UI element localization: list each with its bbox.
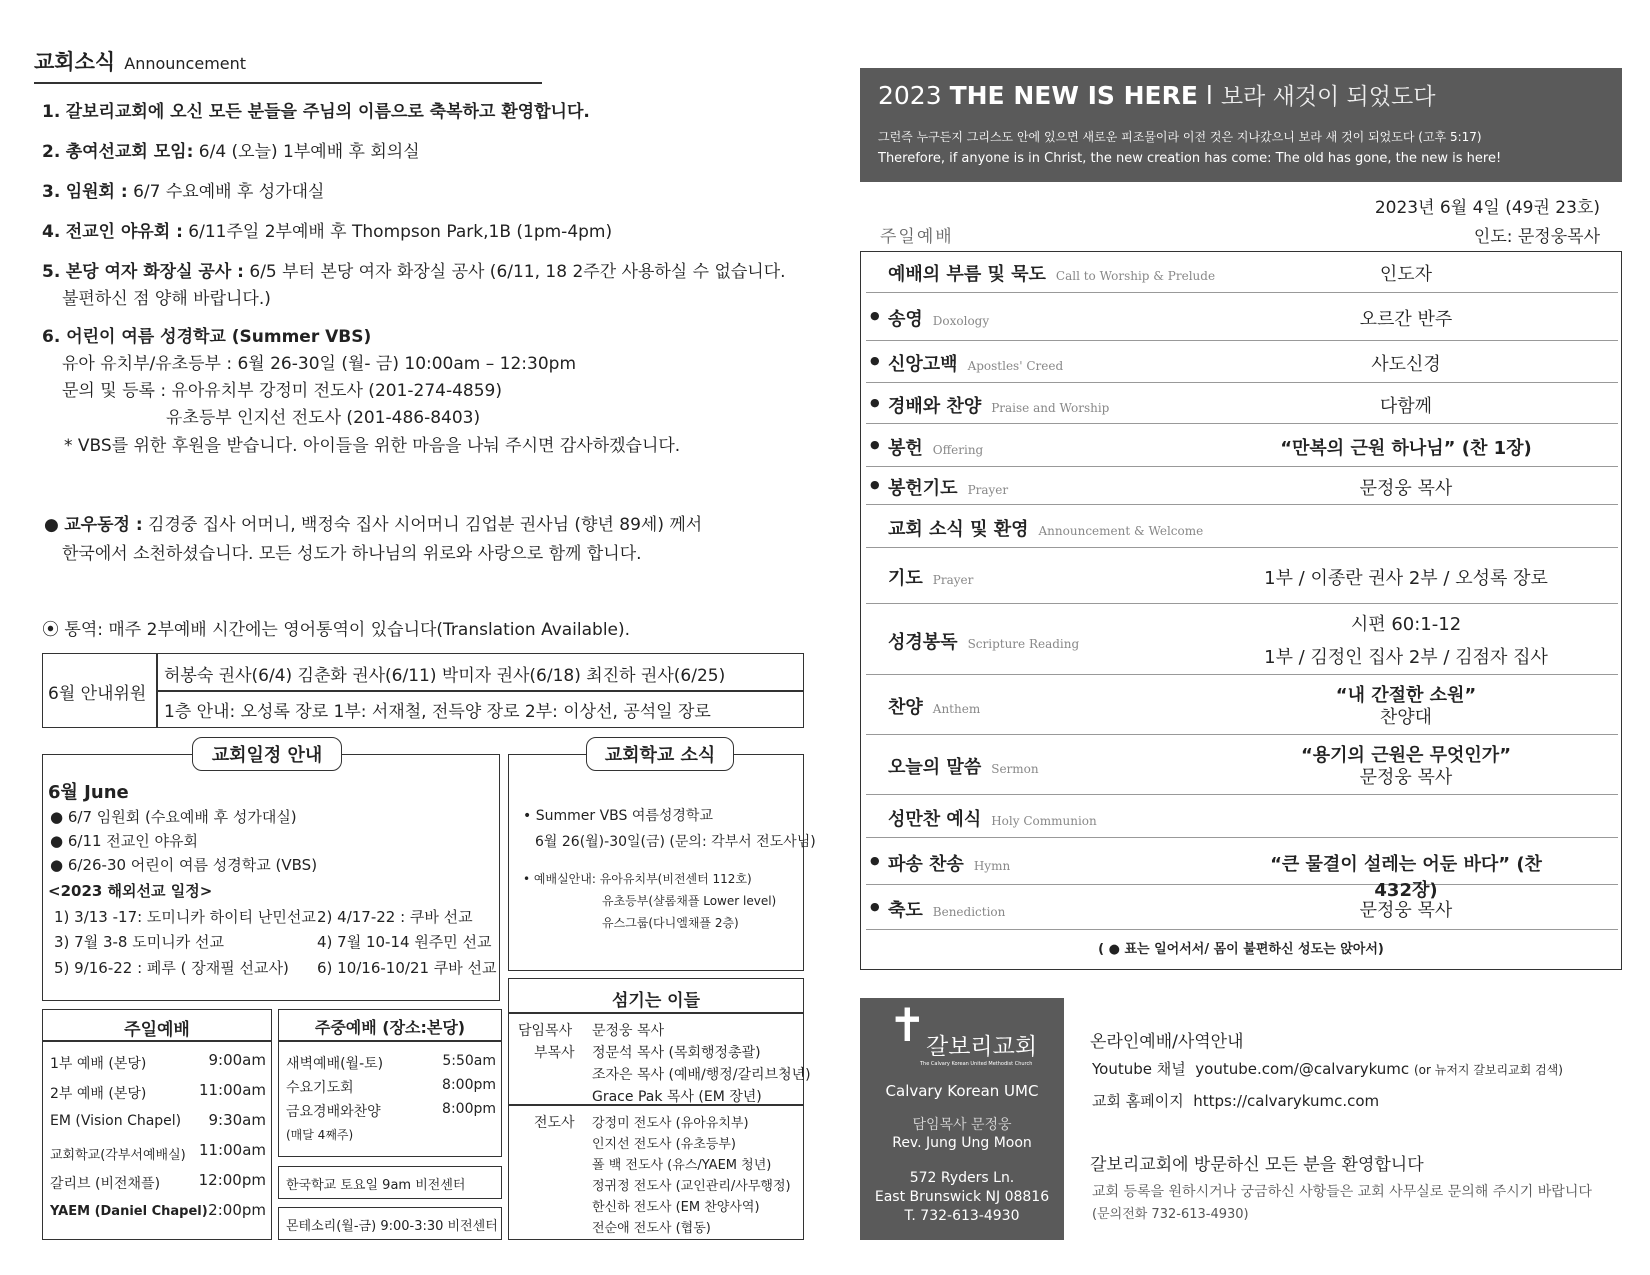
weekday-title-divider [278,1040,502,1042]
weekday-row-time: 5:50am [442,1053,496,1069]
vbs-line4: * VBS를 위한 후원을 받습니다. 아이들을 위한 마음을 나눠 주시면 감사하겠습니다. [64,436,681,456]
bullet-icon: ● [50,832,68,850]
order-item-kr: 봉헌 [888,437,923,459]
school-line1: • Summer VBS 여름성경학교 [523,808,713,824]
announcement-5-cont: 불편하신 점 양해 바랍니다.) [62,289,271,309]
order-item-en: Praise and Worship [991,400,1110,415]
order-item-en: Prayer [967,483,1009,497]
weekday-row-name: 수요기도회 [286,1080,354,1096]
welcome-body: 교회 등록을 원하시거나 궁금하신 사항들은 교회 사무실로 문의해 주시기 바랍니다 [1092,1184,1592,1200]
school-line4: 유초등부(샬롬채플 Lower level) [602,894,777,908]
order-label: 주일예배 [880,227,954,247]
youtube-line: Youtube 채널 youtube.com/@calvarykumc (or 뉴저지 갈보리교회 검색) [1092,1060,1563,1078]
sunday-row-name: EM (Vision Chapel) [50,1113,182,1129]
weekday-note: (매달 4째주) [286,1128,354,1142]
condolence-cont: 한국에서 소천하셨습니다. 모든 성도가 하나님의 위로와 사랑으로 함께 합니다. [62,544,642,564]
order-item-kr: 경배와 찬양 [888,395,982,417]
order-item-en: Prayer [932,573,974,587]
schedule-item: ● 6/11 전교인 야유회 [50,832,199,850]
ushers-row-divider [156,690,804,692]
cross-flame-icon: ✝ [888,998,927,1052]
assoc-pastor: Grace Pak 목사 (EM 장년) [592,1089,762,1105]
order-item-en: Hymn [973,858,1011,873]
schedule-month: 6월 June [48,782,129,803]
church-pastor-kr: 담임목사 문정웅 [912,1117,1012,1133]
order-item-label [888,693,980,719]
bullet-icon: ● [44,515,59,535]
bullet-icon: ● [50,856,68,874]
order-item-detail: “내 간절한 소원” [1335,685,1477,706]
order-item-kr: 축도 [888,899,923,921]
sunday-row-time: 2:00pm [208,1201,266,1219]
montessori: 몬테소리(월-금) 9:00-3:30 비전센터 [286,1219,498,1234]
heading-en: Announcement [124,54,247,73]
banner-title: 2023 THE NEW IS HERE l 보라 새것이 되었도다 [878,81,1436,110]
weekday-row-time: 8:00pm [442,1101,496,1117]
theme-banner [860,68,1622,182]
order-item-kr: 교회 소식 및 환영 [888,518,1029,540]
order-item-en: Doxology [932,314,990,328]
welcome-title: 갈보리교회에 방문하신 모든 분을 환영합니다 [1090,1155,1424,1175]
order-item-detail: 인도자 [1379,264,1433,285]
order-item-label [888,805,1097,831]
order-item-detail: 시편 60:1-12 [1350,614,1462,635]
evangelist: 한신하 전도사 (EM 찬양사역) [592,1200,760,1215]
order-item-kr: 성경봉독 [888,631,958,653]
servants-title: 섬기는 이들 [611,991,701,1011]
announcement-heading [34,46,246,76]
sunday-row-time: 11:00am [198,1081,266,1099]
servants-title-divider [508,1012,804,1014]
worship-leader: 인도: 문정웅목사 [1473,227,1600,247]
announcement-5: 5. 본당 여자 화장실 공사 : 6/5 부터 본당 여자 화장실 공사 (6/11, 18 2주간 사용하실 수 없습니다. [42,262,786,282]
mission-title: <2023 해외선교 일정> [48,882,213,900]
order-item-detail-2: 찬양대 [1379,707,1433,728]
bullet-icon: ● [50,808,68,826]
church-logo-text: 갈보리교회 [926,1034,1038,1060]
church-info [860,998,1064,1240]
order-footnote: ( ● 표는 일어서서/ 몸이 불편하신 성도는 앉아서) [1098,942,1384,957]
standing-dot-icon: ● [870,354,880,367]
evangelist: 인지선 전도사 (유초등부) [592,1137,736,1152]
standing-dot-icon: ● [870,853,880,867]
order-item-label [888,628,1079,654]
school-box [508,754,804,971]
evangelist: 정귀정 전도사 (교인관리/사무행정) [592,1179,791,1194]
announcement-1: 1. 갈보리교회에 오신 모든 분들을 주님의 이름으로 축복하고 환영합니다. [42,102,590,122]
school-title: 교회학교 소식 [586,737,734,771]
weekday-row-name: 새벽예배(월-토) [286,1056,384,1072]
online-title: 온라인예배/사역안내 [1090,1032,1244,1052]
order-item-detail: 문정웅 목사 [1359,899,1453,921]
senior-pastor: 문정웅 목사 [592,1023,665,1039]
order-item-label [888,434,983,460]
circle-dot-icon: ⦿ [42,620,59,640]
youtube-link[interactable]: youtube.com/@calvarykumc [1195,1060,1410,1078]
order-item-en: Call to Worship & Prelude [1055,269,1216,283]
standing-dot-icon: ● [870,478,880,491]
mission-item: 2) 4/17-22 : 쿠바 선교 [317,908,473,926]
order-item-label [888,850,1010,876]
assoc-label: 부목사 [534,1045,575,1061]
order-item-label [888,564,973,590]
evang-label: 전도사 [534,1115,575,1131]
mission-item: 3) 7월 3-8 도미니카 선교 [54,933,224,951]
evangelist: 강정미 전도사 (유아유치부) [592,1116,749,1131]
order-item-label [888,260,1215,286]
vbs-line3: 유초등부 인지선 전도사 (201-486-8403) [166,408,481,428]
school-line3: • 예배실안내: 유아유치부(비전센터 112호) [523,872,752,886]
mission-item: 6) 10/16-10/21 쿠바 선교 [317,959,497,977]
order-item-detail: “큰 물결이 설레는 어둔 바다” (찬 432장) [1270,853,1542,901]
welcome-phone: (문의전화 732-613-4930) [1092,1207,1249,1222]
standing-dot-icon: ● [870,309,880,322]
assoc-pastor: 조자은 목사 (예배/행정/갈리브청년) [592,1067,811,1083]
sunday-row-time: 12:00pm [198,1171,266,1189]
order-item-en: Scripture Reading [967,636,1080,651]
announcement-2: 2. 총여선교회 모임: 6/4 (오늘) 1부예배 후 회의실 [42,142,420,162]
church-name-en: Calvary Korean UMC [885,1082,1039,1100]
church-pastor-en: Rev. Jung Ung Moon [892,1135,1032,1151]
sunday-row-time: 11:00am [198,1141,266,1159]
school-line2: 6월 26(월)-30일(금) (문의: 각부서 전도사님) [535,834,816,850]
order-item-detail: 문정웅 목사 [1359,478,1453,499]
order-item-label [888,515,1203,541]
order-item-kr: 송영 [888,309,923,330]
order-item-kr: 봉헌기도 [888,478,958,499]
order-item-label [888,753,1039,779]
order-item-detail: 다함께 [1379,395,1433,417]
korean-school: 한국학교 토요일 9am 비전센터 [286,1178,466,1193]
mission-item: 1) 3/13 -17: 도미니카 하이티 난민선교 [54,908,316,926]
order-item-kr: 오늘의 말씀 [888,757,982,778]
homepage-link[interactable]: https://calvarykumc.com [1193,1092,1380,1110]
sunday-row-name: 2부 예배 (본당) [50,1086,147,1102]
order-item-kr: 예배의 부름 및 묵도 [888,264,1046,285]
weekday-row-time: 8:00pm [442,1077,496,1093]
order-item-kr: 성만찬 예식 [888,808,982,830]
order-item-en: Anthem [932,702,981,716]
order-item-detail: 사도신경 [1371,354,1441,375]
order-item-detail: “만복의 근원 하나님” (찬 1장) [1280,437,1532,459]
sunday-row-name: 갈리브 (비전채플) [50,1176,161,1192]
assoc-pastor: 정문석 목사 (목회행정총괄) [592,1045,761,1061]
standing-dot-icon: ● [870,437,880,451]
order-item-en: Offering [932,442,984,457]
ushers-label: 6월 안내위원 [48,684,147,704]
bulletin-date: 2023년 6월 4일 (49권 23호) [1374,198,1600,218]
evangelist: 전순애 전도사 (협동) [592,1221,711,1236]
heading-underline [34,82,542,84]
church-addr1: 572 Ryders Ln. [909,1170,1015,1186]
evangelist: 폴 백 전도사 (유스/YAEM 청년) [592,1158,772,1173]
heading-kr: 교회소식 [34,50,116,74]
order-item-en: Benediction [932,904,1006,919]
weekday-title: 주중예배 (장소:본당) [314,1018,466,1037]
schedule-item: ● 6/26-30 어린이 여름 성경학교 (VBS) [50,856,318,874]
order-item-en: Apostles' Creed [967,359,1064,373]
ushers-row2: 1층 안내: 오성록 장로 1부: 서재철, 전득양 장로 2부: 이상선, 공석일 장로 [164,702,711,722]
sunday-row-time: 9:30am [208,1111,266,1129]
order-item-kr: 찬양 [888,697,923,718]
order-item-label [888,474,1008,500]
order-item-kr: 신앙고백 [888,354,958,375]
sunday-row-name: 교회학교(각부서예배실) [50,1148,186,1163]
condolence: ● 교우동정 : 김경중 집사 어머니, 백정숙 집사 시어머니 김업분 권사님 (향년 89세) 께서 [44,515,703,535]
order-item-kr: 파송 찬송 [888,853,964,875]
order-item-detail: 오르간 반주 [1359,309,1453,330]
order-item-detail-2: 문정웅 목사 [1359,767,1453,788]
senior-label: 담임목사 [518,1023,573,1039]
church-logo-small: The Calvary Korean United Methodist Church [920,1061,1033,1067]
order-item-en: Announcement & Welcome [1038,523,1204,538]
order-item-detail: 1부 / 이종란 권사 2부 / 오성록 장로 [1264,568,1548,589]
order-item-detail: “용기의 근원은 무엇인가” [1300,745,1512,766]
order-item-label [888,392,1109,418]
standing-dot-icon: ● [870,899,880,913]
sunday-row-time: 9:00am [208,1051,266,1069]
schedule-title: 교회일정 안내 [192,737,342,771]
order-item-kr: 기도 [888,568,923,589]
announcement-4: 4. 전교인 야유회 : 6/11주일 2부예배 후 Thompson Park,1B (1pm-4pm) [42,222,613,242]
sunday-title-divider [42,1040,272,1042]
standing-dot-icon: ● [870,395,880,409]
translation-note: ⦿ 통역: 매주 2부예배 시간에는 영어통역이 있습니다(Translation Available). [42,620,631,640]
order-item-label [888,305,989,331]
church-tel: T. 732-613-4930 [904,1208,1020,1224]
sunday-title: 주일예배 [124,1020,190,1040]
schedule-item: ● 6/7 임원회 (수요예배 후 성가대실) [50,808,297,826]
school-line5: 유스그룹(다니엘채플 2층) [602,916,739,930]
vbs-line2: 문의 및 등록 : 유아유치부 강정미 전도사 (201-274-4859) [62,381,502,401]
order-item-en: Sermon [991,762,1039,776]
weekday-row-name: 금요경배와찬양 [286,1104,381,1120]
announcement-6: 6. 어린이 여름 성경학교 (Summer VBS) [42,327,372,347]
homepage-line: 교회 홈페이지 https://calvarykumc.com [1092,1092,1380,1110]
vbs-line1: 유아 유치부/유초등부 : 6월 26-30일 (월- 금) 10:00am – 12:30pm [62,354,576,374]
announcement-3: 3. 임원회 : 6/7 수요예배 후 성가대실 [42,182,325,202]
order-item-label [888,896,1005,922]
banner-verse-kr: 그런즉 누구든지 그리스도 안에 있으면 새로운 피조물이라 이전 것은 지나갔으니 보라 새 것이 되었도다 (고후 5:17) [878,130,1482,144]
mission-item: 4) 7월 10-14 원주민 선교 [317,933,492,951]
order-item-detail-2: 1부 / 김정인 집사 2부 / 김점자 집사 [1264,647,1548,668]
banner-verse-en: Therefore, if anyone is in Christ, the new creation has come: The old has gone, the new is here! [878,151,1502,166]
order-item-label [888,350,1063,376]
mission-item: 5) 9/16-22 : 페루 ( 장재필 선교사) [54,959,289,977]
sunday-row-name: YAEM (Daniel Chapel) [50,1204,208,1219]
ushers-row1: 허봉숙 권사(6/4) 김춘화 권사(6/11) 박미자 권사(6/18) 최진하 권사(6/25) [164,666,726,686]
sunday-row-name: 1부 예배 (본당) [50,1056,147,1072]
church-addr2: East Brunswick NJ 08816 [874,1189,1050,1205]
order-item-en: Holy Communion [991,813,1097,828]
